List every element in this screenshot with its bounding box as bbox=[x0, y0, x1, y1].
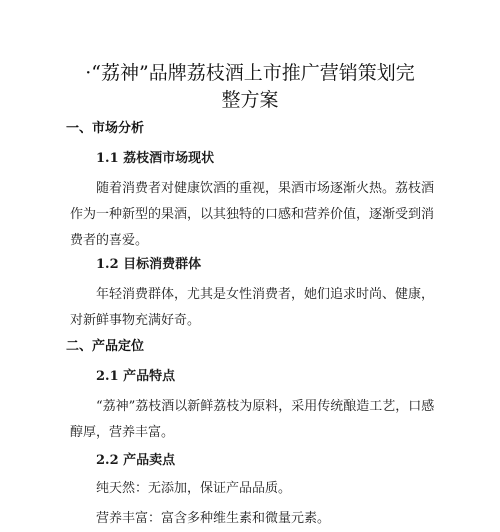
document-title: ·“荔神”品牌荔枝酒上市推广营销策划完整方案 bbox=[85, 62, 415, 111]
paragraph-selling-point-nutrition: 营养丰富：富含多种维生素和微量元素。 bbox=[96, 511, 331, 526]
section-heading-market-analysis: 一、市场分析 bbox=[66, 121, 145, 136]
subsection-heading-target-consumers: 1.2 目标消费群体 bbox=[96, 257, 202, 272]
section-heading-product-positioning: 二、产品定位 bbox=[66, 339, 145, 354]
subsection-heading-market-status: 1.1 荔枝酒市场现状 bbox=[96, 151, 215, 166]
subsection-heading-selling-points: 2.2 产品卖点 bbox=[96, 453, 176, 468]
paragraph-market-status: 随着消费者对健康饮酒的重视，果酒市场逐渐火热。荔枝酒作为一种新型的果酒，以其独特的口感和营养价值，逐渐受到消费者的喜爱。 bbox=[70, 181, 435, 248]
subsection-heading-product-features: 2.1 产品特点 bbox=[96, 369, 176, 384]
paragraph-product-features: “荔神”荔枝酒以新鲜荔枝为原料，采用传统酿造工艺，口感醇厚，营养丰富。 bbox=[70, 399, 435, 440]
paragraph-selling-point-natural: 纯天然：无添加，保证产品品质。 bbox=[96, 481, 292, 496]
paragraph-target-consumers: 年轻消费群体，尤其是女性消费者，她们追求时尚、健康，对新鲜事物充满好奇。 bbox=[70, 287, 435, 328]
